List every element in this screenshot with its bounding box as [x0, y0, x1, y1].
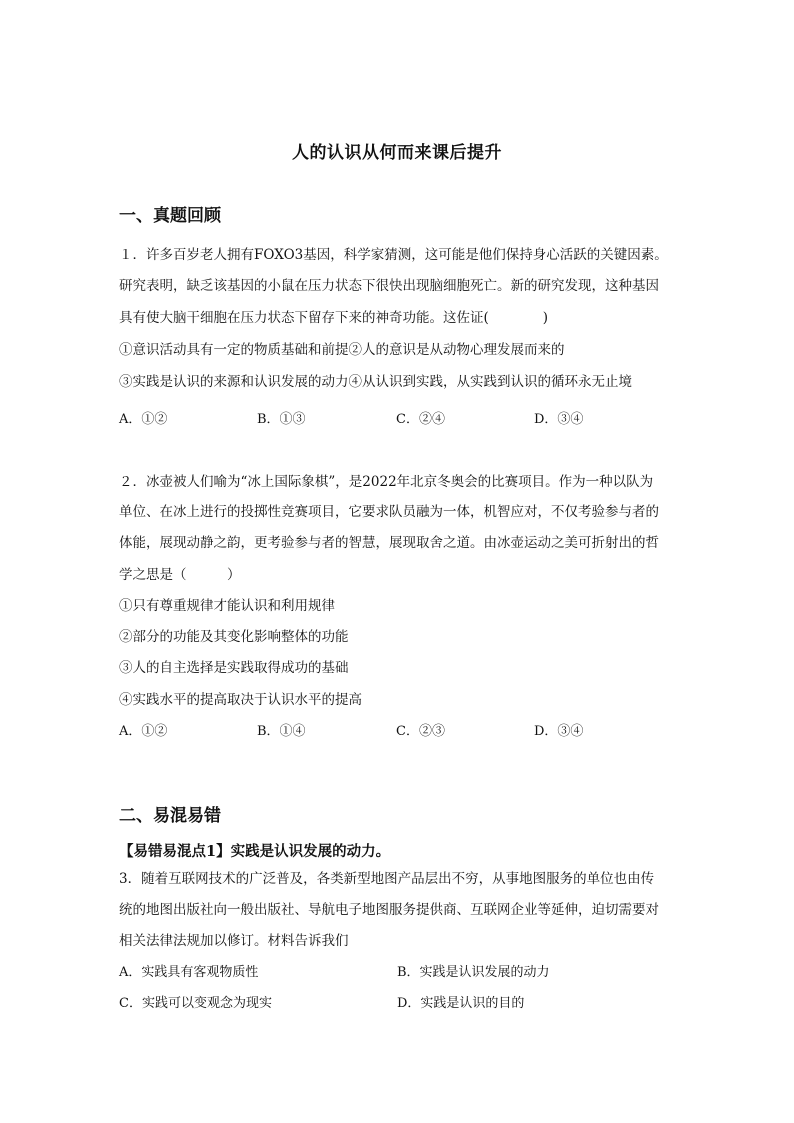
q2-line-6: ②部分的功能及其变化影响整体的功能	[119, 629, 349, 645]
q1-line-2: 研究表明，缺乏该基因的小鼠在压力状态下很快出现脑细胞死亡。新的研究发现，这种基因	[119, 278, 659, 294]
q2-line-2: 单位、在冰上进行的投掷性竞赛项目，它要求队员融为一体，机智应对，不仅考验参与者的	[119, 504, 659, 520]
section-heading-1: 一、真题回顾	[119, 206, 221, 226]
q1-option-d: D．③④	[534, 412, 584, 427]
q3-option-d: D．实践是认识的目的	[397, 996, 525, 1011]
q2-option-a: A．①②	[119, 724, 168, 739]
q3-option-c: C．实践可以变观念为现实	[119, 996, 272, 1011]
q2-line-1: ２．冰壶被人们喻为“冰上国际象棋”，是2022年北京冬奥会的比赛项目。作为一种以队为	[119, 474, 654, 490]
q1-line-1: １．许多百岁老人拥有FOXO3基因，科学家猜测，这可能是他们保持身心活跃的关键因素。	[119, 247, 668, 263]
q1-line-4: ①意识活动具有一定的物质基础和前提②人的意识是从动物心理发展而来的	[119, 342, 565, 358]
error-point-label: 【易错易混点1】实践是认识发展的动力。	[119, 843, 391, 860]
q2-option-d: D．③④	[534, 724, 584, 739]
q1-option-c: C．②④	[396, 412, 445, 427]
q1-option-a: A．①②	[119, 412, 168, 427]
q2-line-5: ①只有尊重规律才能认识和利用规律	[119, 598, 335, 614]
q2-line-8: ④实践水平的提高取决于认识水平的提高	[119, 692, 362, 708]
q3-option-b: B．实践是认识发展的动力	[397, 965, 550, 980]
q2-line-3: 体能，展现动静之韵，更考验参与者的智慧，展现取舍之道。由冰壶运动之美可折射出的哲	[119, 535, 659, 551]
q2-option-b: B．①④	[257, 724, 306, 739]
q3-line-3: 相关法律法规加以修订。材料告诉我们	[119, 933, 349, 949]
q2-line-4: 学之思是（ ）	[119, 567, 241, 583]
section-heading-2: 二、易混易错	[119, 806, 221, 826]
q3-line-1: 3．随着互联网技术的广泛普及，各类新型地图产品层出不穷，从事地图服务的单位也由传	[119, 871, 655, 887]
q1-option-b: B．①③	[257, 412, 306, 427]
q1-line-3: 具有使大脑干细胞在压力状态下留存下来的神奇功能。这佐证( )	[119, 310, 549, 326]
q3-line-2: 统的地图出版社向一般出版社、导航电子地图服务提供商、互联网企业等延伸，迫切需要对	[119, 902, 659, 918]
q1-line-5: ③实践是认识的来源和认识发展的动力④从认识到实践，从实践到认识的循环永无止境	[119, 374, 632, 390]
q2-option-c: C．②③	[396, 724, 445, 739]
q3-option-a: A．实践具有客观物质性	[119, 965, 259, 980]
q2-line-7: ③人的自主选择是实践取得成功的基础	[119, 660, 349, 676]
document-title: 人的认识从何而来课后提升	[292, 143, 502, 163]
